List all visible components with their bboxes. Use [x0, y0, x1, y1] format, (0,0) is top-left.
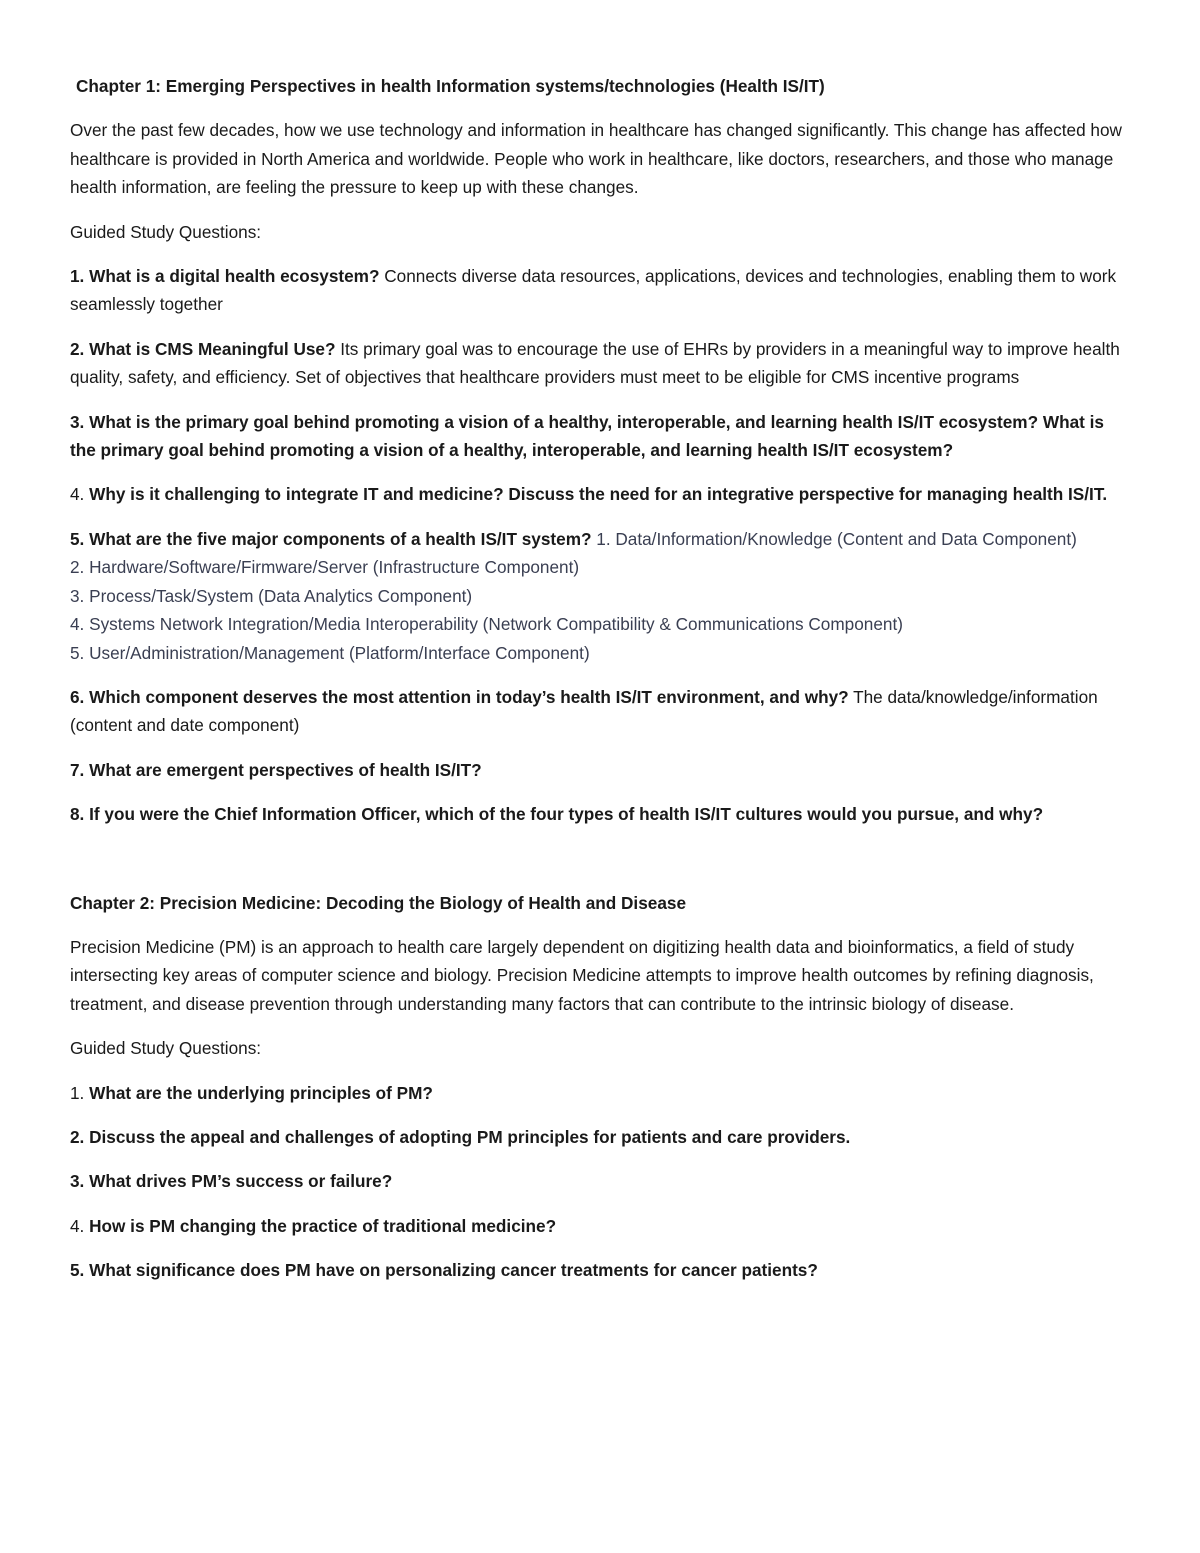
question-text: Why is it challenging to integrate IT and medicine? Discuss the need for an integrative perspective for managing health IS/IT.	[89, 484, 1108, 505]
question-text: 5. What are the five major components of a health IS/IT system?	[70, 528, 592, 549]
chapter-1-question-8	[70, 800, 1130, 828]
question-text: 5. What significance does PM have on personalizing cancer treatments for cancer patients?	[70, 1260, 818, 1281]
question-number: 4.	[70, 1215, 90, 1236]
component-list	[70, 553, 1130, 667]
answer-text: The data/knowledge/information (content and date component)	[70, 686, 1098, 736]
component-item: 1. Data/Information/Knowledge (Content and Data Component)	[591, 528, 1077, 549]
question-text: 3. What drives PM’s success or failure?	[70, 1171, 393, 1192]
chapter-2-question-5	[70, 1256, 1130, 1284]
chapter-1-question-1	[70, 262, 1130, 319]
chapter-1-question-6	[70, 683, 1130, 740]
question-text: 2. What is CMS Meaningful Use?	[70, 338, 336, 359]
answer-text: Connects diverse data resources, applications, devices and technologies, enabling them to work seamlessly together	[70, 266, 1117, 315]
chapter-2-question-2	[70, 1123, 1130, 1151]
question-text: 6. Which component deserves the most attention in today’s health IS/IT environment, and why?	[70, 686, 849, 707]
chapter-2-question-4	[70, 1212, 1130, 1240]
chapter-2-question-3	[70, 1167, 1130, 1195]
question-number: 1.	[70, 1082, 90, 1103]
section-spacer	[70, 845, 1130, 889]
question-text: 3. What is the primary goal behind promoting a vision of a healthy, interoperable, and learning health IS/IT ecosystem? What is the primary goal behind promoting a vision of a healthy, interoperable, and learning health IS/IT ecosystem?	[70, 411, 1104, 461]
question-text: What are the underlying principles of PM?	[89, 1082, 433, 1103]
chapter-1-question-5	[70, 525, 1130, 667]
chapter-1-question-7	[70, 756, 1130, 784]
chapter-1-question-3	[70, 408, 1130, 465]
question-text: 8. If you were the Chief Information Officer, which of the four types of health IS/IT cultures would you pursue, and why?	[70, 804, 1044, 825]
component-item: 4. Systems Network Integration/Media Interoperability (Network Compatibility & Communications Component)	[70, 614, 903, 635]
document-page	[70, 72, 1130, 1301]
answer-text: Its primary goal was to encourage the use of EHRs by providers in a meaningful way to improve health quality, safety, and efficiency. Set of objectives that healthcare providers must meet to be eligible for CMS incentive programs	[70, 338, 1120, 388]
chapter-2-guided-label: Guided Study Questions:	[70, 1038, 262, 1059]
chapter-2-question-1	[70, 1079, 1130, 1107]
chapter-1-title: Chapter 1: Emerging Perspectives in health Information systems/technologies (Health IS/IT)	[76, 76, 825, 96]
question-text: 1. What is a digital health ecosystem?	[70, 266, 380, 287]
chapter-2-intro: Precision Medicine (PM) is an approach to health care largely dependent on digitizing health data and bioinformatics, a field of study intersecting key areas of computer science and biology. Precision Medicine attempts to improve health outcomes by refining diagnosis, treatment, and disease prevention through understanding many factors that can contribute to the intrinsic biology of disease.	[70, 936, 1094, 1014]
chapter-1-question-2	[70, 335, 1130, 392]
chapter-2-title: Chapter 2: Precision Medicine: Decoding the Biology of Health and Disease	[70, 892, 687, 913]
question-text: 2. Discuss the appeal and challenges of adopting PM principles for patients and care providers.	[70, 1126, 851, 1147]
component-item: 2. Hardware/Software/Firmware/Server (Infrastructure Component)	[70, 557, 580, 578]
chapter-1-intro: Over the past few decades, how we use technology and information in healthcare has changed significantly. This change has affected how healthcare is provided in North America and worldwide. People who work in healthcare, like doctors, researchers, and those who manage health information, are feeling the pressure to keep up with these changes.	[70, 120, 1122, 198]
question-text: 7. What are emergent perspectives of health IS/IT?	[70, 759, 482, 780]
question-number: 4.	[70, 484, 90, 505]
chapter-1-guided-label: Guided Study Questions:	[70, 221, 262, 242]
chapter-1-question-4	[70, 480, 1130, 508]
component-item: 3. Process/Task/System (Data Analytics Component)	[70, 585, 473, 606]
question-text: How is PM changing the practice of traditional medicine?	[89, 1215, 557, 1236]
component-item: 5. User/Administration/Management (Platform/Interface Component)	[70, 642, 590, 663]
